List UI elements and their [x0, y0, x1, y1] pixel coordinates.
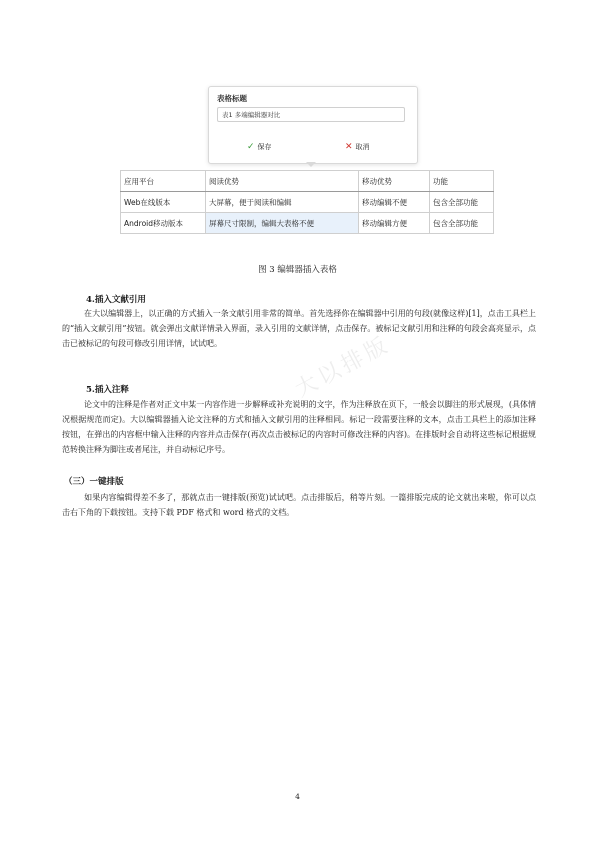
section-heading: 5.插入注释	[86, 385, 129, 395]
save-button[interactable]	[247, 140, 272, 154]
table-row	[121, 213, 494, 234]
table-cell: 大屏幕，便于阅读和编辑	[206, 192, 359, 213]
table-cell: 移动编辑不便	[359, 192, 430, 213]
header-cell: 应用平台	[121, 171, 206, 192]
table-cell: Android移动版本	[121, 213, 206, 234]
section-paragraph	[62, 306, 536, 351]
popup-pointer	[306, 162, 316, 167]
paragraph-text: 在大以编辑器上，以正确的方式插入一条文献引用非常的简单。首先选择你在编辑器中引用的句段(就像这样)[1]，点击工具栏上的“插入文献引用”按钮。就会弹出文献详情录入界面，录入引用的文献详情，点击保存。被标记文献引用和注释的句段会高亮显示，点击已被标记的句段可修改引用详情，试试吧。	[62, 309, 536, 348]
table-cell: 包含全部功能	[430, 192, 494, 213]
table-title-input[interactable]: 表1 多端编辑器对比	[217, 107, 405, 122]
section-heading: 4.插入文献引用	[86, 295, 146, 305]
table-cell: 移动编辑方便	[359, 213, 430, 234]
table-row	[121, 192, 494, 213]
section-paragraph	[62, 490, 536, 520]
header-cell: 功能	[430, 171, 494, 192]
header-cell: 阅读优势	[206, 171, 359, 192]
table-header-row	[121, 171, 494, 192]
page-number: 4	[295, 792, 300, 801]
table-title-popup	[208, 86, 418, 164]
section-paragraph	[62, 397, 536, 457]
table-cell: 包含全部功能	[430, 213, 494, 234]
cancel-button[interactable]	[345, 140, 370, 154]
table-cell-selected: 屏幕尺寸限制，编辑大表格不便	[206, 213, 359, 234]
figure-caption: 图 3 编辑器插入表格	[258, 265, 337, 275]
popup-actions	[209, 140, 417, 154]
watermark: 大以排版	[291, 331, 395, 403]
paragraph-text: 如果内容编辑得差不多了，那就点击一键排版(预览)试试吧。点击排版后，稍等片刻。一篇排版完成的论文就出来啦，你可以点击右下角的下载按钮。支持下载 PDF 格式和 word 格式的文档。	[62, 493, 536, 517]
save-label: 保存	[257, 143, 272, 151]
check-icon: ✓	[247, 142, 255, 152]
paragraph-text: 论文中的注释是作者对正文中某一内容作进一步解释或补充说明的文字，作为注释放在页下，一般会以脚注的形式展现，(具体情况根据规范而定)。大以编辑器插入论文注释的方式和插入文献引用的注释相同。标记一段需要注释的文本，点击工具栏上的添加注释按钮，在弹出的内容框中输入注释的内容并点击保存(再次点击被标记的内容时可修改注释的内容)。在排版时会自动将这些标记根据规范转换注释为脚注或者尾注，并自动标记序号。	[62, 400, 536, 454]
section-heading: （三）一键排版	[64, 477, 124, 487]
popup-title: 表格标题	[217, 94, 247, 103]
header-cell: 移动优势	[359, 171, 430, 192]
comparison-table	[120, 170, 494, 234]
figure-editor-screenshot	[120, 86, 496, 238]
close-icon: ✕	[345, 142, 353, 152]
table-cell: Web在线版本	[121, 192, 206, 213]
cancel-label: 取消	[355, 143, 370, 151]
